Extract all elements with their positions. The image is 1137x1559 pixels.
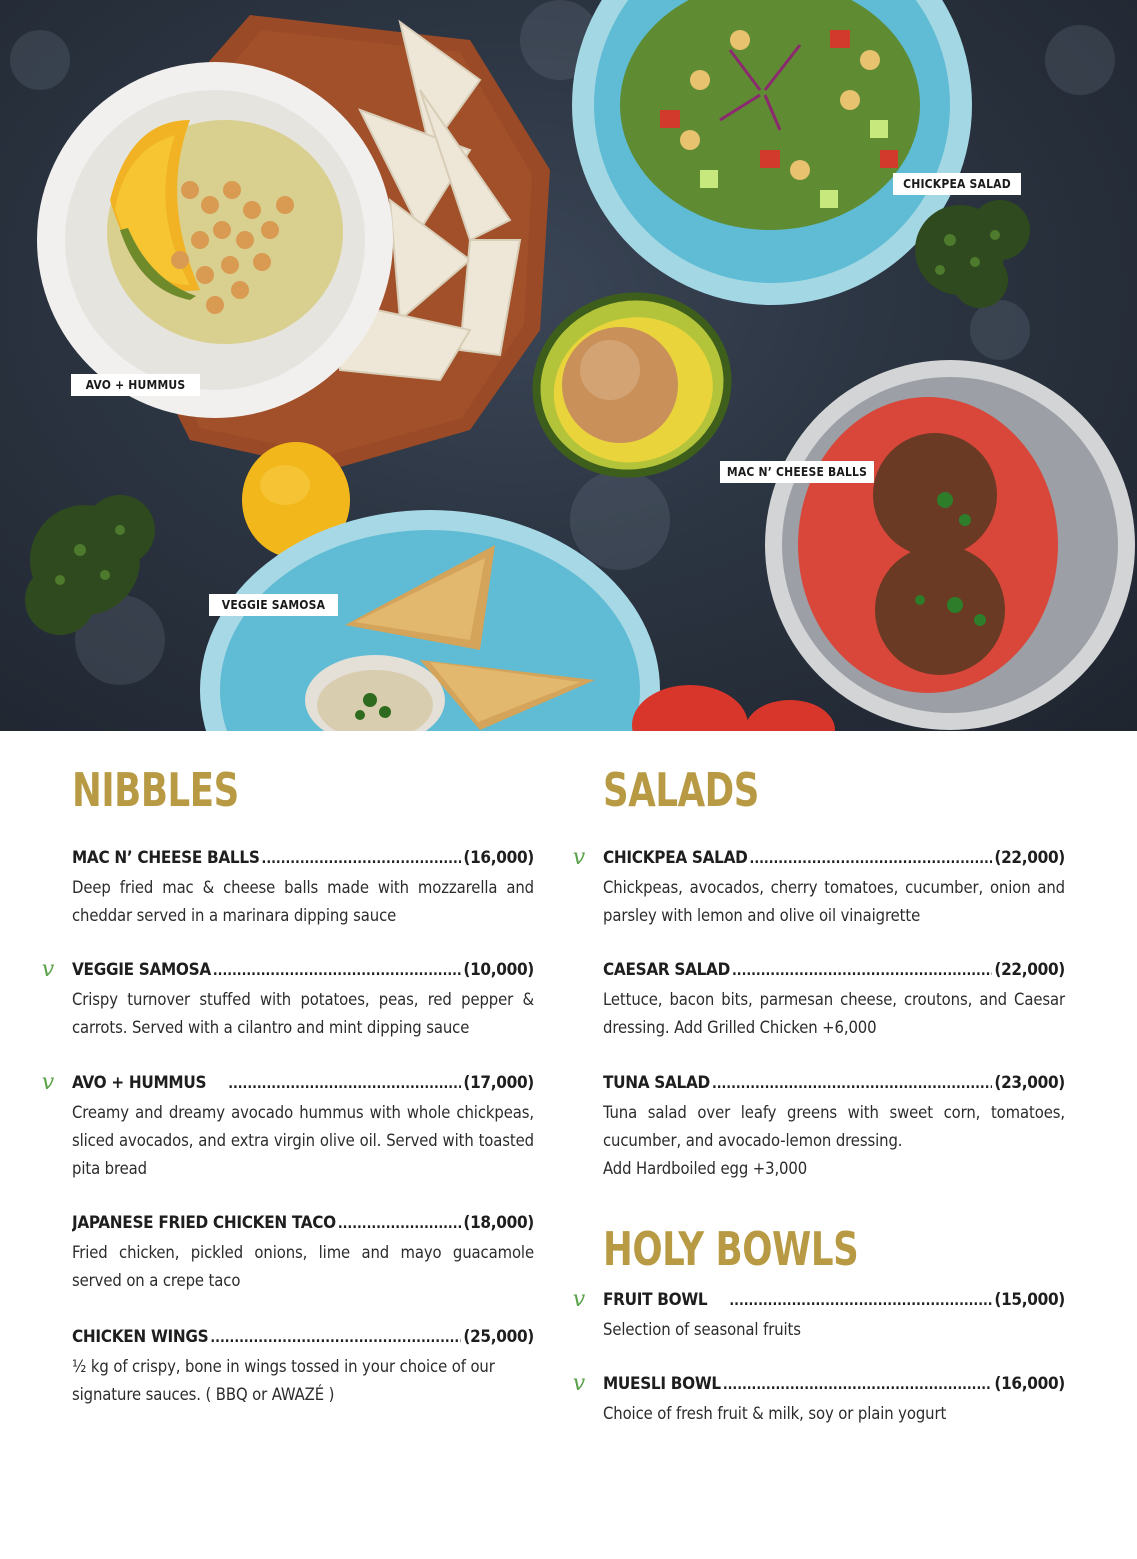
dot-leader	[262, 851, 462, 867]
menu-item-mac-cheese-balls	[72, 848, 534, 930]
item-name: TUNA SALAD	[603, 1073, 710, 1093]
item-name: MUESLI BOWL	[603, 1374, 721, 1394]
item-name: MAC N’ CHEESE BALLS	[72, 848, 260, 868]
item-description: Lettuce, bacon bits, parmesan cheese, croutons, and Caesar dressing. Add Grilled Chicken +6,000	[603, 990, 1065, 1037]
menu-item-japanese-fried-chicken-taco	[72, 1213, 534, 1295]
mac-cheese-bowl	[765, 360, 1135, 730]
vegetarian-icon: v	[572, 1371, 586, 1396]
item-price: (10,000)	[463, 960, 534, 980]
dot-leader	[732, 963, 992, 979]
item-description: Fried chicken, pickled onions, lime and mayo guacamole served on a crepe taco	[72, 1243, 534, 1290]
dot-leader	[729, 1293, 992, 1309]
item-name: FRUIT BOWL	[603, 1290, 708, 1310]
dot-leader	[750, 851, 993, 867]
item-description: Deep fried mac & cheese balls made with mozzarella and cheddar served in a marinara dipping sauce	[72, 878, 534, 925]
item-price: (16,000)	[994, 1374, 1065, 1394]
item-price: (15,000)	[994, 1290, 1065, 1310]
vegetarian-icon: v	[572, 845, 586, 870]
item-name: VEGGIE SAMOSA	[72, 960, 211, 980]
dot-leader	[228, 1076, 461, 1092]
item-name: CHICKEN WINGS	[72, 1327, 209, 1347]
vegetarian-icon: v	[41, 1070, 55, 1095]
item-name: AVO + HUMMUS	[72, 1073, 207, 1093]
item-description: ½ kg of crispy, bone in wings tossed in your choice of our signature sauces. ( BBQ or AWAZÉ )	[72, 1357, 495, 1404]
label-veggie-samosa: VEGGIE SAMOSA	[209, 594, 338, 616]
label-chickpea-salad: CHICKPEA SALAD	[893, 173, 1021, 195]
menu-item-veggie-samosa	[41, 957, 534, 1042]
item-name: CAESAR SALAD	[603, 960, 730, 980]
item-name: JAPANESE FRIED CHICKEN TACO	[72, 1213, 336, 1233]
salads-title: SALADS	[603, 763, 760, 817]
item-price: (18,000)	[463, 1213, 534, 1233]
item-description: Tuna salad over leafy greens with sweet corn, tomatoes, cucumber, and avocado-lemon dressing.	[603, 1103, 1065, 1150]
parsley-pile	[915, 200, 1030, 308]
item-price: (25,000)	[463, 1327, 534, 1347]
menu-item-chicken-wings	[72, 1327, 534, 1409]
food-photo	[0, 0, 1137, 731]
tomatoes	[632, 685, 835, 731]
dot-leader	[712, 1076, 992, 1092]
item-price: (23,000)	[994, 1073, 1065, 1093]
avocado-half	[512, 270, 753, 499]
item-addon: Add Hardboiled egg +3,000	[603, 1159, 808, 1178]
item-name: CHICKPEA SALAD	[603, 848, 748, 868]
dot-leader	[210, 1330, 461, 1346]
item-description: Chickpeas, avocados, cherry tomatoes, cucumber, onion and parsley with lemon and olive oil vinaigrette	[603, 878, 1065, 925]
avo-hummus-bowl	[37, 62, 393, 418]
item-price: (22,000)	[994, 848, 1065, 868]
dot-leader	[723, 1377, 993, 1393]
dot-leader	[213, 963, 462, 979]
menu-item-fruit-bowl	[572, 1287, 1065, 1344]
label-avo-hummus: AVO + HUMMUS	[71, 374, 200, 396]
menu-item-avo-hummus	[41, 1070, 534, 1183]
menu-item-chickpea-salad	[572, 845, 1065, 930]
item-description: Choice of fresh fruit & milk, soy or plain yogurt	[603, 1404, 947, 1423]
dot-leader	[338, 1216, 462, 1232]
menu-item-muesli-bowl	[572, 1371, 1065, 1428]
item-description: Selection of seasonal fruits	[603, 1320, 801, 1339]
nibbles-title: NIBBLES	[72, 763, 239, 817]
vegetarian-icon: v	[41, 957, 55, 982]
menu-item-caesar-salad	[603, 960, 1065, 1042]
menu-item-tuna-salad	[603, 1073, 1065, 1183]
item-description: Creamy and dreamy avocado hummus with whole chickpeas, sliced avocados, and extra virgin olive oil. Served with toasted pita bread	[72, 1103, 534, 1178]
vegetarian-icon: v	[572, 1287, 586, 1312]
item-price: (22,000)	[994, 960, 1065, 980]
item-price: (16,000)	[463, 848, 534, 868]
item-description: Crispy turnover stuffed with potatoes, peas, red pepper & carrots. Served with a cilantro and mint dipping sauce	[72, 990, 534, 1037]
food-illustration	[0, 0, 1137, 731]
label-mac-cheese-balls: MAC N’ CHEESE BALLS	[720, 461, 874, 483]
item-price: (17,000)	[463, 1073, 534, 1093]
chickpea-salad-bowl	[572, 0, 972, 305]
holy-bowls-title: HOLY BOWLS	[603, 1222, 859, 1276]
